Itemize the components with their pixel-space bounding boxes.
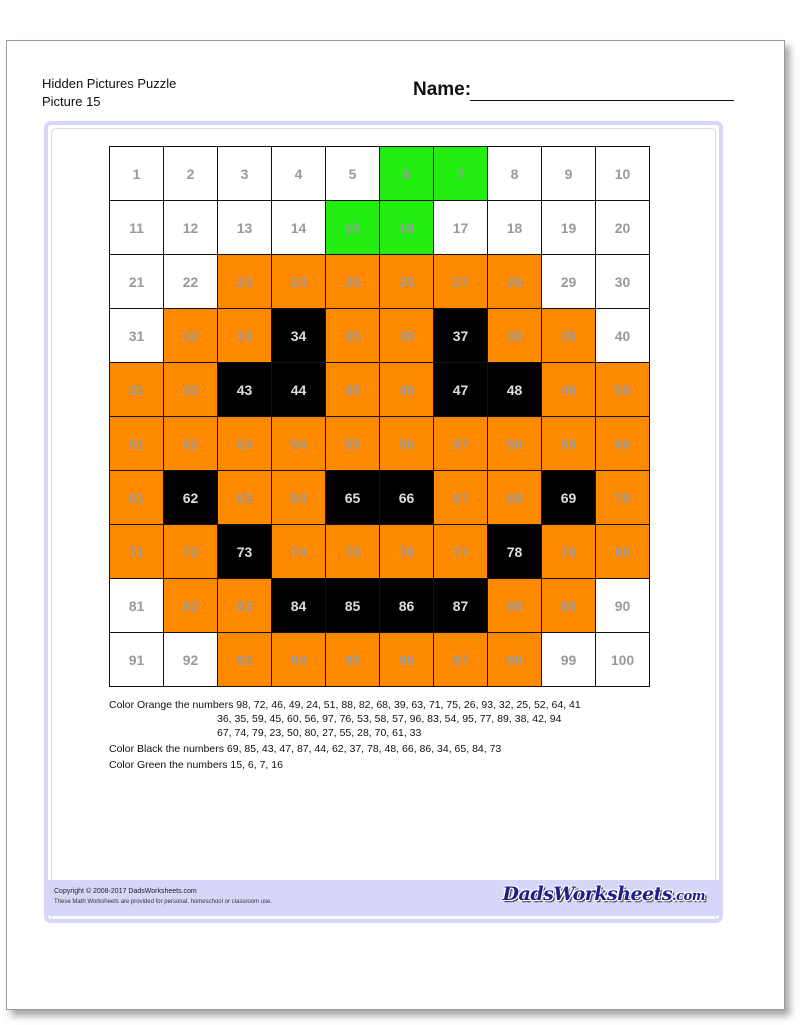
logo-text: DadsWorksheets — [502, 883, 673, 905]
grid-cell-90[interactable]: 90 — [596, 579, 650, 633]
grid-cell-59[interactable]: 59 — [542, 417, 596, 471]
grid-cell-66[interactable]: 66 — [380, 471, 434, 525]
grid-cell-20[interactable]: 20 — [596, 201, 650, 255]
grid-cell-58[interactable]: 58 — [488, 417, 542, 471]
grid-cell-100[interactable]: 100 — [596, 633, 650, 687]
grid-cell-8[interactable]: 8 — [488, 147, 542, 201]
grid-cell-41[interactable]: 41 — [110, 363, 164, 417]
grid-cell-19[interactable]: 19 — [542, 201, 596, 255]
grid-cell-81[interactable]: 81 — [110, 579, 164, 633]
name-field[interactable] — [470, 100, 734, 101]
grid-cell-82[interactable]: 82 — [164, 579, 218, 633]
grid-cell-25[interactable]: 25 — [326, 255, 380, 309]
grid-cell-46[interactable]: 46 — [380, 363, 434, 417]
grid-cell-49[interactable]: 49 — [542, 363, 596, 417]
grid-cell-64[interactable]: 64 — [272, 471, 326, 525]
grid-cell-2[interactable]: 2 — [164, 147, 218, 201]
grid-cell-37[interactable]: 37 — [434, 309, 488, 363]
grid-cell-72[interactable]: 72 — [164, 525, 218, 579]
logo-suffix: .com — [672, 889, 705, 904]
grid-cell-88[interactable]: 88 — [488, 579, 542, 633]
grid-cell-55[interactable]: 55 — [326, 417, 380, 471]
instruction-orange-line-2: 36, 35, 59, 45, 60, 56, 97, 76, 53, 58, 57, 96, 83, 54, 95, 77, 89, 38, 42, 94 — [217, 713, 562, 725]
grid-cell-13[interactable]: 13 — [218, 201, 272, 255]
grid-cell-89[interactable]: 89 — [542, 579, 596, 633]
dadsworksheets-logo — [503, 883, 705, 905]
grid-cell-97[interactable]: 97 — [434, 633, 488, 687]
grid-cell-91[interactable]: 91 — [110, 633, 164, 687]
grid-cell-51[interactable]: 51 — [110, 417, 164, 471]
grid-cell-43[interactable]: 43 — [218, 363, 272, 417]
grid-cell-48[interactable]: 48 — [488, 363, 542, 417]
grid-cell-76[interactable]: 76 — [380, 525, 434, 579]
grid-cell-61[interactable]: 61 — [110, 471, 164, 525]
instruction-orange-line-1: Color Orange the numbers 98, 72, 46, 49, 24, 51, 88, 82, 68, 39, 63, 71, 75, 26, 93, 32, 25, 52, 64, 41 — [109, 699, 581, 711]
grid-cell-12[interactable]: 12 — [164, 201, 218, 255]
grid-cell-39[interactable]: 39 — [542, 309, 596, 363]
grid-cell-95[interactable]: 95 — [326, 633, 380, 687]
grid-cell-85[interactable]: 85 — [326, 579, 380, 633]
grid-cell-4[interactable]: 4 — [272, 147, 326, 201]
grid-cell-70[interactable]: 70 — [596, 471, 650, 525]
grid-cell-38[interactable]: 38 — [488, 309, 542, 363]
grid-cell-47[interactable]: 47 — [434, 363, 488, 417]
grid-cell-1[interactable]: 1 — [110, 147, 164, 201]
grid-cell-57[interactable]: 57 — [434, 417, 488, 471]
instruction-black: Color Black the numbers 69, 85, 43, 47, 87, 44, 62, 37, 78, 48, 66, 86, 34, 65, 84, 73 — [109, 743, 502, 755]
grid-cell-67[interactable]: 67 — [434, 471, 488, 525]
grid-cell-69[interactable]: 69 — [542, 471, 596, 525]
hundreds-grid — [109, 146, 650, 687]
grid-cell-15[interactable]: 15 — [326, 201, 380, 255]
grid-cell-87[interactable]: 87 — [434, 579, 488, 633]
grid-cell-92[interactable]: 92 — [164, 633, 218, 687]
grid-cell-17[interactable]: 17 — [434, 201, 488, 255]
grid-cell-71[interactable]: 71 — [110, 525, 164, 579]
grid-cell-53[interactable]: 53 — [218, 417, 272, 471]
grid-cell-29[interactable]: 29 — [542, 255, 596, 309]
grid-cell-11[interactable]: 11 — [110, 201, 164, 255]
grid-cell-42[interactable]: 42 — [164, 363, 218, 417]
grid-cell-16[interactable]: 16 — [380, 201, 434, 255]
copyright-text: Copyright © 2008-2017 DadsWorksheets.com — [54, 888, 197, 895]
grid-cell-18[interactable]: 18 — [488, 201, 542, 255]
grid-cell-93[interactable]: 93 — [218, 633, 272, 687]
grid-cell-24[interactable]: 24 — [272, 255, 326, 309]
instruction-orange-line-3: 67, 74, 79, 23, 50, 80, 27, 55, 28, 70, 61, 33 — [217, 727, 422, 739]
grid-cell-28[interactable]: 28 — [488, 255, 542, 309]
instruction-green: Color Green the numbers 15, 6, 7, 16 — [109, 759, 283, 771]
grid-cell-26[interactable]: 26 — [380, 255, 434, 309]
grid-cell-32[interactable]: 32 — [164, 309, 218, 363]
grid-cell-27[interactable]: 27 — [434, 255, 488, 309]
grid-cell-31[interactable]: 31 — [110, 309, 164, 363]
grid-cell-74[interactable]: 74 — [272, 525, 326, 579]
grid-cell-86[interactable]: 86 — [380, 579, 434, 633]
grid-cell-73[interactable]: 73 — [218, 525, 272, 579]
grid-cell-40[interactable]: 40 — [596, 309, 650, 363]
grid-cell-22[interactable]: 22 — [164, 255, 218, 309]
grid-cell-34[interactable]: 34 — [272, 309, 326, 363]
grid-cell-9[interactable]: 9 — [542, 147, 596, 201]
grid-cell-21[interactable]: 21 — [110, 255, 164, 309]
disclaimer-text: These Math Worksheets are provided for personal, homeschool or classroom use. — [54, 899, 272, 905]
grid-cell-52[interactable]: 52 — [164, 417, 218, 471]
grid-cell-45[interactable]: 45 — [326, 363, 380, 417]
title-line-1: Hidden Pictures Puzzle — [42, 76, 177, 91]
footer-bar — [44, 880, 723, 916]
grid-cell-94[interactable]: 94 — [272, 633, 326, 687]
grid-cell-33[interactable]: 33 — [218, 309, 272, 363]
grid-cell-10[interactable]: 10 — [596, 147, 650, 201]
coloring-instructions — [109, 698, 581, 772]
grid-cell-56[interactable]: 56 — [380, 417, 434, 471]
title-line-2: Picture 15 — [42, 94, 101, 109]
worksheet-title — [42, 75, 176, 111]
grid-cell-63[interactable]: 63 — [218, 471, 272, 525]
grid-cell-80[interactable]: 80 — [596, 525, 650, 579]
grid-cell-83[interactable]: 83 — [218, 579, 272, 633]
grid-cell-35[interactable]: 35 — [326, 309, 380, 363]
grid-cell-77[interactable]: 77 — [434, 525, 488, 579]
grid-cell-50[interactable]: 50 — [596, 363, 650, 417]
grid-cell-23[interactable]: 23 — [218, 255, 272, 309]
grid-cell-7[interactable]: 7 — [434, 147, 488, 201]
grid-cell-5[interactable]: 5 — [326, 147, 380, 201]
grid-cell-62[interactable]: 62 — [164, 471, 218, 525]
grid-cell-68[interactable]: 68 — [488, 471, 542, 525]
grid-cell-99[interactable]: 99 — [542, 633, 596, 687]
grid-cell-84[interactable]: 84 — [272, 579, 326, 633]
grid-cell-75[interactable]: 75 — [326, 525, 380, 579]
grid-cell-14[interactable]: 14 — [272, 201, 326, 255]
grid-cell-98[interactable]: 98 — [488, 633, 542, 687]
grid-cell-44[interactable]: 44 — [272, 363, 326, 417]
grid-cell-96[interactable]: 96 — [380, 633, 434, 687]
grid-cell-30[interactable]: 30 — [596, 255, 650, 309]
grid-cell-54[interactable]: 54 — [272, 417, 326, 471]
name-label: Name: — [413, 79, 472, 100]
grid-cell-79[interactable]: 79 — [542, 525, 596, 579]
grid-cell-6[interactable]: 6 — [380, 147, 434, 201]
grid-cell-78[interactable]: 78 — [488, 525, 542, 579]
grid-cell-3[interactable]: 3 — [218, 147, 272, 201]
grid-cell-65[interactable]: 65 — [326, 471, 380, 525]
grid-cell-60[interactable]: 60 — [596, 417, 650, 471]
grid-cell-36[interactable]: 36 — [380, 309, 434, 363]
